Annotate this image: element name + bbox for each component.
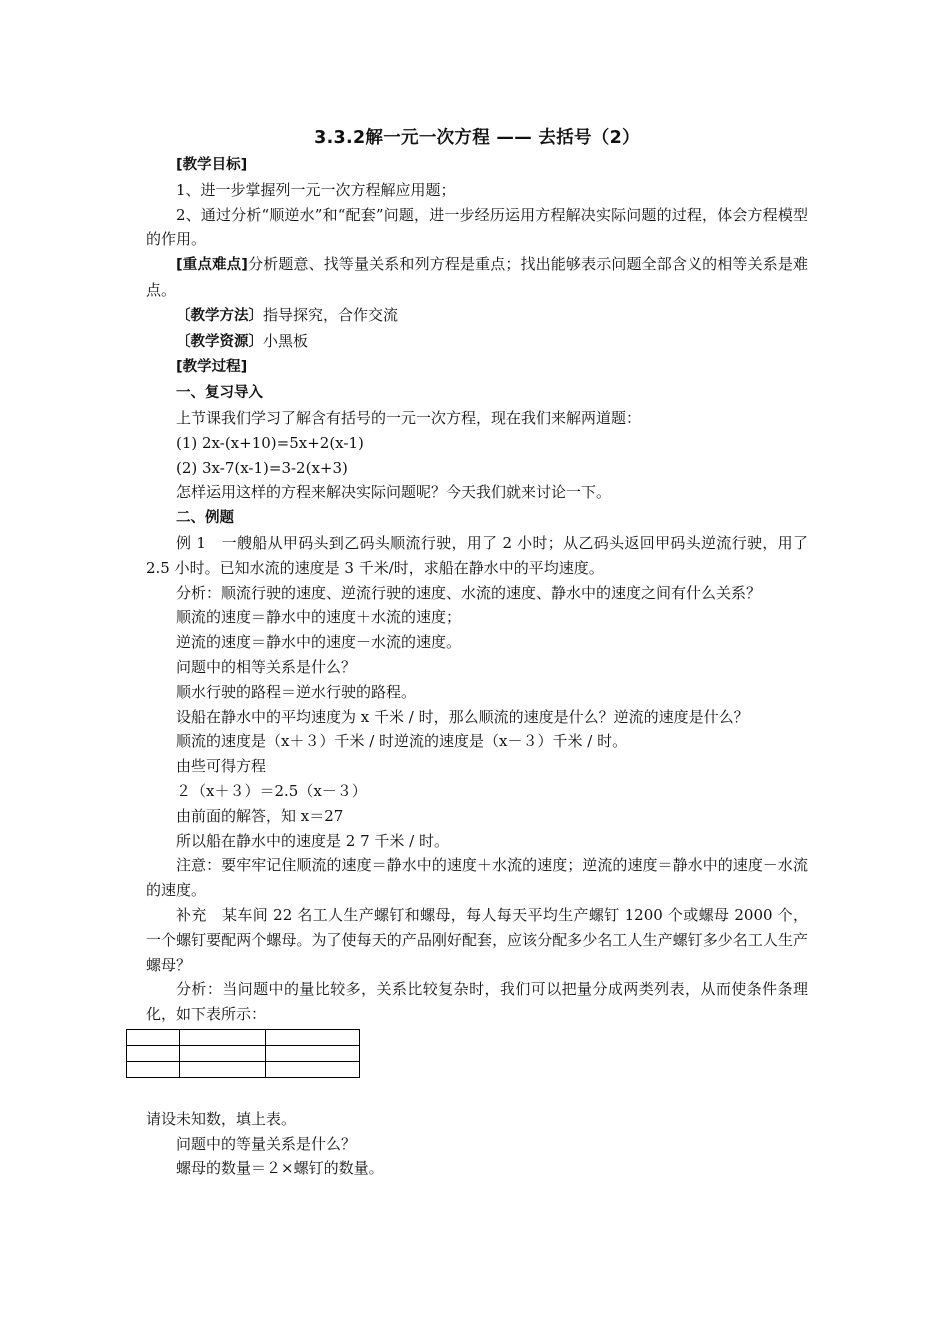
equal-relation-question-2: 问题中的等量关系是什么？ — [176, 1134, 357, 1153]
fill-table-instruction: 请设未知数，填上表。 — [146, 1109, 297, 1128]
examples-heading-label: 二、例题 — [176, 510, 234, 527]
example-1: 例 1 一艘船从甲码头到乙码头顺流行驶，用了 2 小时；从乙码头返回甲码头逆流行驶，用了 2.5 小时。已知水流的速度是 3 千米/时，求船在静水中的平均速度。 — [146, 533, 808, 577]
examples-heading — [146, 505, 808, 531]
table-cell — [127, 1061, 180, 1077]
document-title: 3.3.2解一元一次方程 —— 去括号（2） — [314, 128, 640, 148]
teaching-method — [146, 303, 808, 329]
table-cell — [180, 1045, 266, 1061]
speeds-expression: 顺流的速度是（x＋３）千米 / 时逆流的速度是（x－３）千米 / 时。 — [176, 732, 628, 751]
review-heading — [146, 380, 808, 406]
supplement-problem: 补充 某车间 22 名工人生产螺钉和螺母，每人每天平均生产螺钉 1200 个或螺母 2000 个，一个螺钉要配两个螺母。为了使每天的产品刚好配套，应该分配多少名工人生产螺钉多少名工人生产螺母？ — [146, 905, 808, 974]
table-cell — [180, 1029, 266, 1045]
goal-item-1: 1、进一步掌握列一元一次方程解应用题； — [176, 180, 456, 199]
table-row — [127, 1061, 360, 1077]
document-page — [146, 126, 808, 1181]
method-text: 指导探究，合作交流 — [263, 305, 399, 324]
key-points-heading: [重点难点] — [176, 257, 248, 274]
table-cell — [127, 1045, 180, 1061]
review-equation-2: (2) 3x-7(x-1)=3-2(x+3) — [176, 458, 348, 477]
resources-heading: 〔教学资源〕 — [176, 333, 263, 350]
table-cell — [266, 1029, 360, 1045]
example-1-analysis: 分析：顺流行驶的速度、逆流行驶的速度、水流的速度、静水中的速度之间有什么关系？ — [176, 583, 762, 602]
equal-relation-answer: 顺水行驶的路程＝逆水行驶的路程。 — [176, 682, 417, 701]
set-unknown: 设船在静水中的平均速度为 x 千米 / 时，那么顺流的速度是什么？逆流的速度是什么？ — [176, 707, 749, 726]
get-equation: 由些可得方程 — [176, 757, 267, 776]
downstream-speed: 顺流的速度＝静水中的速度＋水流的速度； — [176, 608, 462, 627]
process-heading-label: [教学过程] — [176, 359, 248, 376]
blank-table — [126, 1029, 360, 1078]
review-intro: 上节课我们学习了解含有括号的一元一次方程，现在我们来解两道题： — [176, 408, 642, 427]
review-heading-label: 一、复习导入 — [176, 385, 263, 402]
table-cell — [180, 1061, 266, 1077]
upstream-speed: 逆流的速度＝静水中的速度－水流的速度。 — [176, 633, 462, 652]
teaching-resources — [146, 329, 808, 355]
key-points-text: 分析题意、找等量关系和列方程是重点；找出能够表示问题全部含义的相等关系是难点。 — [146, 255, 808, 299]
solution: 由前面的解答，知 x＝27 — [176, 806, 344, 825]
review-question: 怎样运用这样的方程来解决实际问题呢？今天我们就来讨论一下。 — [176, 483, 612, 502]
process-heading — [146, 354, 808, 380]
supplement-analysis: 分析：当问题中的量比较多，关系比较复杂时，我们可以把量分成两类列表，从而使条件条理化，如下表所示： — [146, 980, 808, 1024]
review-equation-1: (1) 2x-(x+10)=5x+2(x-1) — [176, 433, 364, 452]
answer: 所以船在静水中的速度是 2 7 千米 / 时。 — [176, 831, 449, 850]
table-cell — [266, 1061, 360, 1077]
equal-relation-question: 问题中的相等关系是什么？ — [176, 657, 357, 676]
equal-relation-answer-2: 螺母的数量＝２×螺钉的数量。 — [176, 1159, 384, 1178]
table-row — [127, 1029, 360, 1045]
blank-table-area — [146, 1027, 808, 1103]
key-points — [146, 252, 808, 303]
method-heading: 〔教学方法〕 — [176, 307, 263, 324]
goals-heading — [146, 152, 808, 178]
goal-item-2: 2、通过分析“顺逆水”和“配套”问题，进一步经历运用方程解决实际问题的过程，体会方程模型的作用。 — [146, 205, 808, 249]
note — [146, 853, 808, 903]
goals-heading-label: [教学目标] — [176, 157, 248, 173]
note-label: 注意： — [176, 856, 222, 875]
table-row — [127, 1045, 360, 1061]
table-cell — [266, 1045, 360, 1061]
resources-text: 小黑板 — [263, 331, 309, 350]
note-text: 要牢牢记住顺流的速度＝静水中的速度＋水流的速度；逆流的速度＝静水中的速度－水流的速度。 — [146, 856, 808, 900]
table-cell — [127, 1029, 180, 1045]
equation: ２（x＋３）＝2.5（x－３） — [176, 781, 367, 800]
